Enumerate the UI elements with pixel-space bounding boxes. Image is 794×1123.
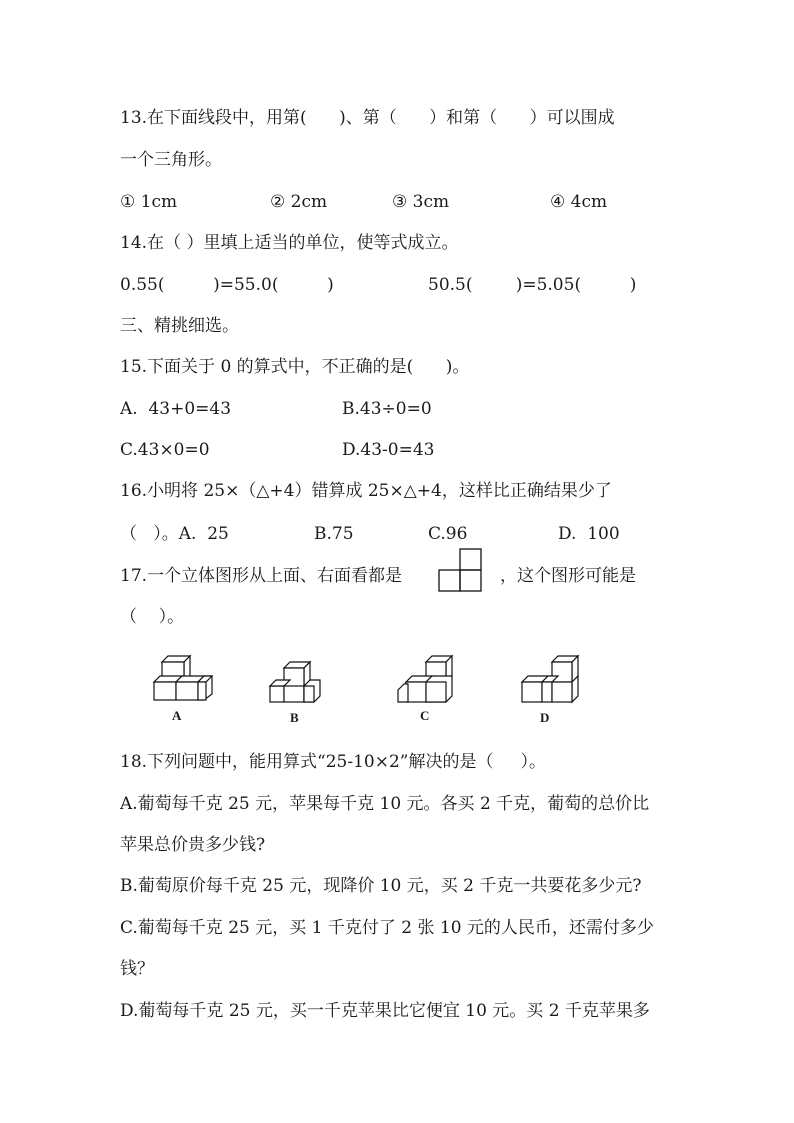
figure-label-c: C [420,708,430,723]
q14-part-1: 0.55( )=55.0( ) [120,275,334,295]
q16-option-b: B.75 [314,524,354,544]
q15-option-a: A. 43+0=43 [120,399,232,419]
cube-figure-b [266,658,326,706]
q18-option-c: C.葡萄每千克 25 元，买 1 千克付了 2 张 10 元的人民币，还需付多少 [120,918,654,938]
q13-option-1: ① 1cm [120,192,178,212]
q16-stem: 16.小明将 25×（△+4）错算成 25×△+4，这样比正确结果少了 [120,481,612,501]
cube-figure-c [394,650,458,706]
figure-label-a: A [172,708,182,723]
q16-option-a: （ ）。A. 25 [120,524,229,544]
q13-stem-cont: 一个三角形。 [120,150,222,170]
q18-stem: 18.下列问题中，能用算式“25-10×2”解决的是（ ）。 [120,752,547,772]
figure-label-b: B [290,710,299,725]
q18-option-b: B.葡萄原价每千克 25 元，现降价 10 元，买 2 千克一共要花多少元? [120,876,642,896]
q13-option-4: ④ 4cm [550,192,608,212]
q13-option-3: ③ 3cm [392,192,450,212]
q14-stem: 14.在（ ）里填上适当的单位，使等式成立。 [120,233,459,253]
cube-figure-d [518,650,582,706]
q17-stem-a: 17.一个立体图形从上面、右面看都是 [120,566,403,586]
q16-option-d: D. 100 [558,524,620,544]
q18-option-a: A.葡萄每千克 25 元，苹果每千克 10 元。各买 2 千克，葡萄的总价比 [120,794,650,814]
q18-option-d: D.葡萄每千克 25 元，买一千克苹果比它便宜 10 元。买 2 千克苹果多 [120,1001,650,1021]
figure-label-d: D [540,710,550,725]
q17-stem-b: ，这个图形可能是 [500,566,636,586]
q16-option-c: C.96 [428,524,468,544]
q15-option-d: D.43-0=43 [342,440,435,460]
cube-figure-a [150,648,216,704]
q15-stem: 15.下面关于 0 的算式中，不正确的是( )。 [120,357,470,377]
section-heading: 三、精挑细选。 [120,316,239,336]
q18-option-a-cont: 苹果总价贵多少钱? [120,835,266,855]
q14-part-2: 50.5( )=5.05( ) [428,275,637,295]
q13-stem: 13.在下面线段中，用第( )、第（ ）和第（ ）可以围成 [120,108,615,128]
view-diagram [438,548,484,594]
q15-option-b: B.43÷0=0 [342,399,432,419]
q13-option-2: ② 2cm [270,192,328,212]
q17-stem-cont: （ ）。 [120,607,185,627]
q18-option-c-cont: 钱？ [120,959,154,979]
q15-option-c: C.43×0=0 [120,440,210,460]
